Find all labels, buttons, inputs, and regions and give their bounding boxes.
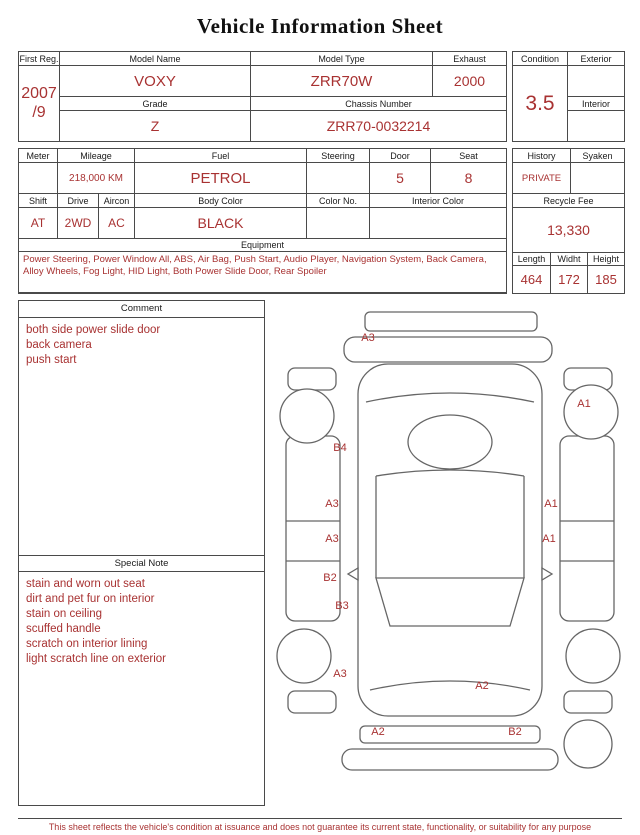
syaken-header: Syaken — [571, 149, 624, 162]
history-header: History — [513, 149, 570, 162]
damage-mark: B2 — [323, 572, 337, 584]
mileage-header: Mileage — [58, 149, 134, 162]
note-line: both side power slide door — [26, 324, 161, 336]
damage-mark: A1 — [542, 533, 556, 545]
color-no-header: Color No. — [307, 194, 369, 207]
damage-mark: B3 — [335, 600, 349, 612]
damage-mark: B2 — [508, 726, 522, 738]
exterior-value — [568, 66, 624, 96]
spec-table-left — [18, 148, 507, 294]
door-header: Door — [370, 149, 430, 162]
drive-value: 2WD — [58, 208, 98, 238]
note-line: scuffed handle — [26, 622, 101, 635]
aircon-value: AC — [99, 208, 134, 238]
model-name-header: Model Name — [60, 52, 250, 65]
spec-table — [18, 148, 622, 294]
equipment-header: Equipment — [19, 239, 506, 251]
note-line: scratch on interior lining — [26, 637, 148, 650]
shift-header: Shift — [19, 194, 57, 207]
door-value: 5 — [370, 163, 430, 193]
height-header: Height — [588, 253, 624, 265]
damage-mark: B4 — [333, 442, 347, 454]
bottom-section — [18, 300, 630, 806]
note-line: dirt and pet fur on interior — [26, 592, 155, 605]
condition-header: Condition — [513, 52, 567, 65]
note-line: light scratch line on exterior — [26, 652, 166, 665]
damage-mark: A2 — [371, 726, 385, 738]
mileage-value: 218,000 KM — [58, 163, 134, 193]
interior-value — [568, 111, 624, 141]
meter-header: Meter — [19, 149, 57, 162]
history-recycle-block — [513, 149, 624, 252]
equipment-value: Power Steering, Power Window All, ABS, Air Bag, Push Start, Audio Player, Navigation System, Back Camera, Alloy Wheels, Fog Light, HID Light, Both Power Slide Door, Rear Spoiler — [19, 252, 506, 292]
recycle-fee-value: 13,330 — [513, 208, 624, 252]
damage-mark: A3 — [361, 332, 375, 344]
car-outline-diagram — [270, 306, 630, 784]
meter-value — [19, 163, 57, 193]
damage-mark: A2 — [475, 680, 489, 692]
note-line: back camera — [26, 338, 92, 351]
comment-body — [19, 318, 264, 555]
damage-mark: A3 — [325, 498, 339, 510]
seat-header: Seat — [431, 149, 506, 162]
model-type-header: Model Type — [251, 52, 432, 65]
grade-value: Z — [60, 111, 250, 141]
comment-header: Comment — [19, 301, 264, 318]
exterior-header: Exterior — [568, 52, 624, 65]
drive-header: Drive — [58, 194, 98, 207]
shift-value: AT — [19, 208, 57, 238]
first-reg-year: 2007 — [21, 85, 57, 103]
interior-color-value — [370, 208, 506, 238]
seat-value: 8 — [431, 163, 506, 193]
body-color-value: BLACK — [135, 208, 306, 238]
width-value: 172 — [551, 266, 587, 293]
length-value: 464 — [513, 266, 550, 293]
interior-color-header: Interior Color — [370, 194, 506, 207]
spec-table-right — [512, 148, 625, 294]
model-type-value: ZRR70W — [251, 66, 432, 96]
history-value: PRIVATE — [513, 163, 570, 193]
dimensions-block — [513, 253, 624, 293]
chassis-number-header: Chassis Number — [251, 97, 506, 110]
header-table-right — [512, 51, 625, 142]
grade-header: Grade — [60, 97, 250, 110]
damage-mark: A1 — [544, 498, 558, 510]
steering-value — [307, 163, 369, 193]
height-value: 185 — [588, 266, 624, 293]
damage-mark: A3 — [325, 533, 339, 545]
body-color-header: Body Color — [135, 194, 306, 207]
model-name-value: VOXY — [60, 66, 250, 96]
first-reg-value — [19, 66, 59, 141]
note-line: stain on ceiling — [26, 607, 103, 620]
notes-panel — [18, 300, 265, 806]
steering-header: Steering — [307, 149, 369, 162]
recycle-fee-header: Recycle Fee — [513, 194, 624, 207]
chassis-number-value: ZRR70-0032214 — [251, 111, 506, 141]
damage-mark: A3 — [333, 668, 347, 680]
first-reg-header: First Reg. — [19, 53, 59, 64]
fuel-value: PETROL — [135, 163, 306, 193]
special-note-body — [19, 572, 264, 805]
exhaust-value: 2000 — [433, 66, 506, 96]
color-no-value — [307, 208, 369, 238]
length-header: Length — [513, 253, 550, 265]
interior-header: Interior — [568, 97, 624, 110]
damage-mark: A1 — [577, 398, 591, 410]
header-table — [18, 51, 622, 142]
disclaimer-text: This sheet reflects the vehicle's condition at issuance and does not guarantee its current state, functionality, or suitability for any purpose — [18, 818, 622, 832]
note-line: push start — [26, 353, 77, 366]
note-line: stain and worn out seat — [26, 578, 145, 590]
condition-value: 3.5 — [513, 66, 567, 141]
fuel-header: Fuel — [135, 149, 306, 162]
header-table-left — [18, 51, 507, 142]
damage-diagram — [270, 306, 630, 784]
exhaust-header: Exhaust — [433, 52, 506, 65]
syaken-value — [571, 163, 624, 193]
special-note-header: Special Note — [19, 555, 264, 572]
aircon-header: Aircon — [99, 194, 134, 207]
width-header: Widht — [551, 253, 587, 265]
page-title: Vehicle Information Sheet — [196, 14, 444, 38]
first-reg-month: /9 — [32, 103, 46, 121]
